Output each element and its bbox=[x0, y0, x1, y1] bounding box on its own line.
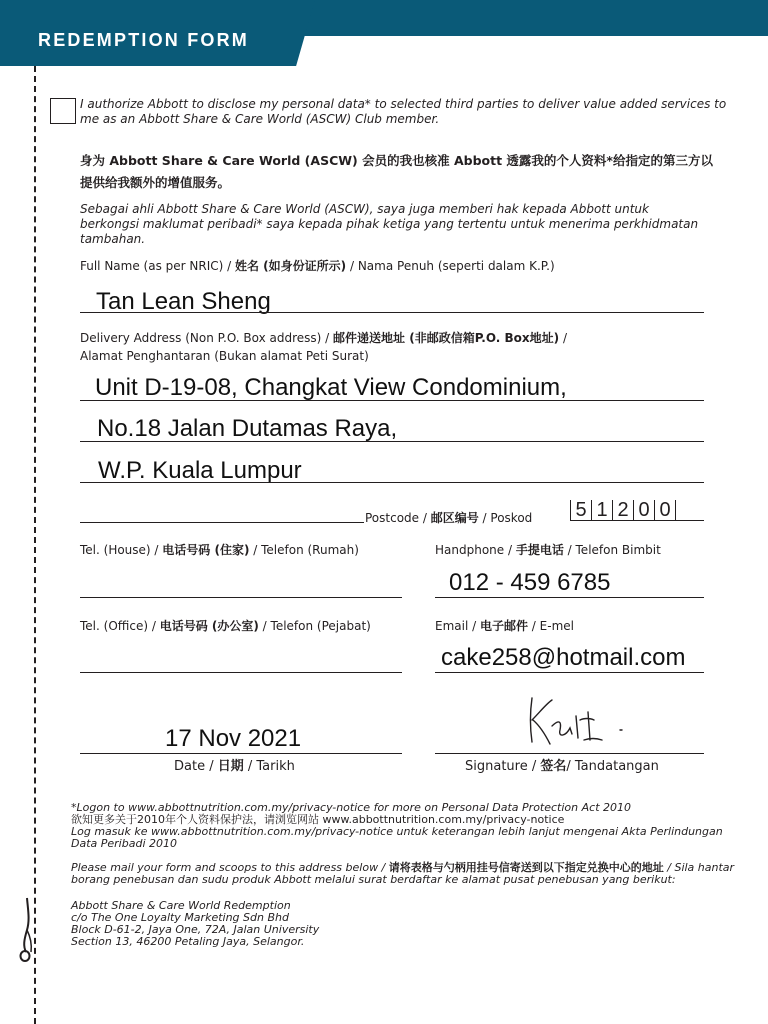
signature-label bbox=[465, 759, 659, 775]
handphone-label-zh: 手提电话 bbox=[515, 543, 564, 557]
signature-mark[interactable] bbox=[518, 690, 628, 752]
tel-office-label-en: Tel. (Office) / bbox=[80, 619, 160, 633]
address-rule-4 bbox=[80, 522, 364, 523]
address-label-ms: Alamat Penghantaran (Bukan alamat Peti Surat) bbox=[80, 349, 369, 363]
address-label-tail: / bbox=[559, 331, 568, 345]
date-value[interactable]: 17 Nov 2021 bbox=[165, 725, 302, 752]
scissors-icon bbox=[14, 896, 40, 964]
date-label-en: Date / bbox=[174, 759, 218, 774]
email-label-zh: 电子邮件 bbox=[479, 619, 528, 633]
email-label-en: Email / bbox=[435, 619, 480, 633]
tel-house-label-en: Tel. (House) / bbox=[80, 543, 163, 557]
signature-label-en: Signature / bbox=[465, 759, 541, 774]
postcode-digit[interactable]: 5 bbox=[570, 500, 591, 520]
address-line-3[interactable]: W.P. Kuala Lumpur bbox=[98, 457, 302, 484]
mail-instruction-zh: 请将表格与勺柄用挂号信寄送到以下指定兑换中心的地址 bbox=[388, 861, 664, 874]
consent-text-ms: Sebagai ahli Abbott Share & Care World (ASCW), saya juga memberi hak kepada Abbott untuk berkongsi maklumat peribadi* saya kepada pihak ketiga yang tertentu untuk menerima perkhidmatan tambahan. bbox=[80, 202, 699, 246]
postcode-digit[interactable]: 0 bbox=[654, 500, 675, 520]
postcode-digit[interactable]: 1 bbox=[591, 500, 612, 520]
address-label-en: Delivery Address (Non P.O. Box address) / bbox=[80, 331, 334, 345]
postcode-digit[interactable]: 2 bbox=[612, 500, 633, 520]
email-label bbox=[435, 618, 574, 634]
date-line bbox=[80, 753, 402, 754]
address-line-1[interactable]: Unit D-19-08, Changkat View Condominium, bbox=[95, 374, 567, 401]
mail-address-line-4: Section 13, 46200 Petaling Jaya, Selangor. bbox=[71, 935, 305, 948]
address-label bbox=[80, 330, 567, 346]
full-name-label-en: Full Name (as per NRIC) / bbox=[80, 259, 235, 273]
postcode-digit[interactable]: 0 bbox=[633, 500, 654, 520]
signature-label-zh: 签名 bbox=[540, 759, 567, 774]
postcode-label-ms: / Poskod bbox=[478, 511, 533, 525]
mail-address-line-2: c/o The One Loyalty Marketing Sdn Bhd bbox=[71, 911, 289, 924]
handphone-label bbox=[435, 542, 661, 558]
postcode-boxes[interactable] bbox=[570, 500, 676, 520]
privacy-note-en: *Logon to www.abbottnutrition.com.my/privacy-notice for more on Personal Data Protection Act 2010 bbox=[71, 801, 631, 814]
handphone-line bbox=[435, 597, 704, 598]
consent-text-en: I authorize Abbott to disclose my personal data* to selected third parties to deliver value added services to me as an Abbott Share & Care World (ASCW) Club member. bbox=[80, 97, 727, 126]
email-label-ms: / E-mel bbox=[527, 619, 574, 633]
tel-office-label-ms: / Telefon (Pejabat) bbox=[258, 619, 371, 633]
full-name-label-zh: 姓名 (如身份证所示) bbox=[235, 259, 347, 273]
address-rule-2 bbox=[80, 441, 704, 442]
tel-office-label bbox=[80, 618, 371, 634]
address-rule-3 bbox=[80, 482, 704, 483]
postcode-label bbox=[365, 510, 532, 526]
tel-office-line bbox=[80, 672, 402, 673]
address-rule-1 bbox=[80, 400, 704, 401]
email-value[interactable]: cake258@hotmail.com bbox=[441, 644, 686, 671]
consent-text-zh: 身为 Abbott Share & Care World (ASCW) 会员的我也核准 Abbott 透露我的个人资料*给指定的第三方以提供给我额外的增值服务。 bbox=[80, 153, 713, 190]
tel-house-label bbox=[80, 542, 359, 558]
address-label-zh: 邮件递送地址 (非邮政信箱P.O. Box地址) bbox=[333, 331, 560, 345]
full-name-line bbox=[80, 312, 704, 313]
tel-house-label-zh: 电话号码 (住家) bbox=[162, 543, 250, 557]
privacy-note-ms: Log masuk ke www.abbottnutrition.com.my/privacy-notice untuk keterangan lebih lanjut mengenai Akta Perlindungan Data Peribadi 2010 bbox=[71, 825, 723, 850]
mail-instruction-ms: / Sila hantar borang penebusan dan sudu produk Abbott melalui surat berdaftar ke alamat pusat penebusan yang berikut: bbox=[71, 861, 735, 886]
cut-line bbox=[34, 66, 36, 1024]
postcode-baseline bbox=[570, 520, 704, 521]
signature-line bbox=[435, 753, 704, 754]
tel-house-label-ms: / Telefon (Rumah) bbox=[249, 543, 359, 557]
postcode-label-en: Postcode / bbox=[365, 511, 431, 525]
address-line-2[interactable]: No.18 Jalan Dutamas Raya, bbox=[97, 415, 398, 442]
tel-house-line bbox=[80, 597, 402, 598]
postcode-box-end bbox=[675, 500, 676, 520]
mail-address-line-1: Abbott Share & Care World Redemption bbox=[71, 899, 291, 912]
full-name-label-ms: / Nama Penuh (seperti dalam K.P.) bbox=[346, 259, 555, 273]
full-name-label bbox=[80, 258, 555, 274]
handphone-value[interactable]: 012 - 459 6785 bbox=[449, 569, 611, 596]
consent-checkbox[interactable] bbox=[50, 98, 76, 124]
date-label-zh: 日期 bbox=[217, 759, 244, 774]
full-name-value[interactable]: Tan Lean Sheng bbox=[96, 288, 271, 315]
tel-office-label-zh: 电话号码 (办公室) bbox=[159, 619, 259, 633]
form-title: REDEMPTION FORM bbox=[38, 30, 249, 50]
mail-instruction bbox=[71, 862, 736, 886]
mail-address-line-3: Block D-61-2, Jaya One, 72A, Jalan University bbox=[71, 923, 320, 936]
mail-instruction-en: Please mail your form and scoops to this address below / bbox=[71, 861, 389, 874]
privacy-note-zh: 欲知更多关于2010年个人资料保护法，请浏览网站 www.abbottnutrition.com.my/privacy-notice bbox=[71, 813, 565, 826]
handphone-label-ms: / Telefon Bimbit bbox=[563, 543, 661, 557]
date-label bbox=[174, 759, 295, 775]
postcode-label-zh: 邮区编号 bbox=[430, 511, 479, 525]
signature-label-ms: / Tandatangan bbox=[566, 759, 659, 774]
handphone-label-en: Handphone / bbox=[435, 543, 516, 557]
date-label-ms: / Tarikh bbox=[243, 759, 295, 774]
email-line bbox=[435, 672, 704, 673]
